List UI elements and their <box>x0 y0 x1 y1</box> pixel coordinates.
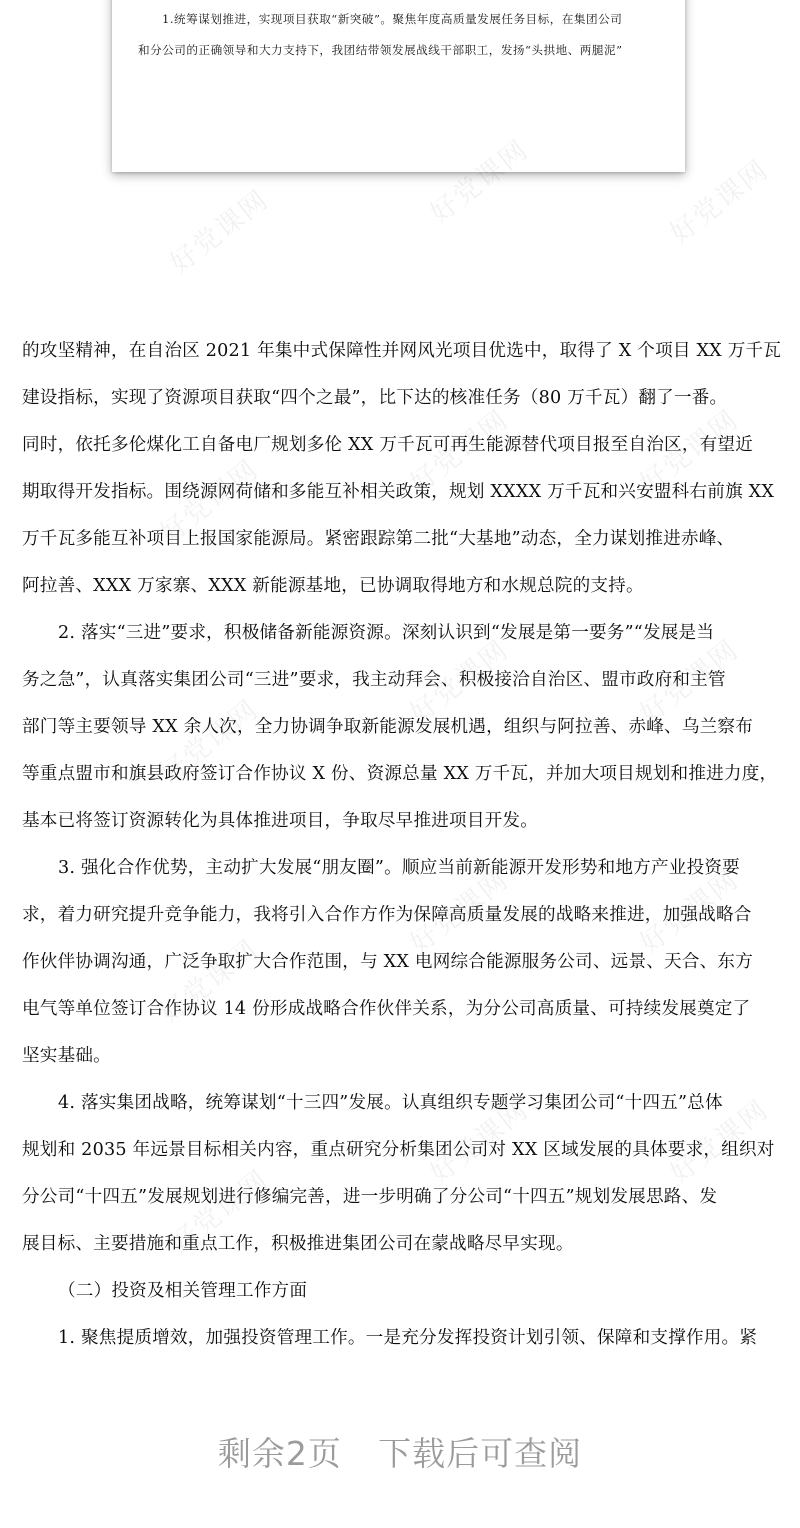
body-line: 阿拉善、XXX 万家寨、XXX 新能源基地，已协调取得地方和水规总院的支持。 <box>22 576 644 596</box>
body-line: 规划和 2035 年远景目标相关内容，重点研究分析集团公司对 XX 区域发展的具体要求，组织对 <box>22 1140 775 1160</box>
watermark-text: 好党课网 <box>154 454 265 550</box>
body-line: 同时，依托多伦煤化工自备电厂规划多伦 XX 万千瓦可再生能源替代项目报至自治区，有望近 <box>22 435 753 455</box>
body-line: 建设指标，实现了资源项目获取“四个之最”，比下达的核准任务（80 万千瓦）翻了一番。 <box>22 388 728 408</box>
body-line: 的攻坚精神，在自治区 2021 年集中式保障性并网风光项目优选中，取得了 X 个项目 XX 万千瓦 <box>22 341 782 361</box>
document-body-text <box>0 328 800 1362</box>
body-line: 1. 聚焦提质增效，加强投资管理工作。一是充分发挥投资计划引领、保障和支撑作用。紧 <box>58 1328 758 1348</box>
preview-card-line: 1.统筹谋划推进，实现项目获取“新突破”。聚焦年度高质量发展任务目标，在集团公司 <box>162 12 623 26</box>
watermark-text: 好党课网 <box>634 404 745 500</box>
watermark-text: 好党课网 <box>424 1094 535 1190</box>
watermark-text: 好党课网 <box>664 1094 775 1190</box>
body-line: 分公司“十四五”发展规划进行修编完善，进一步明确了分公司“十四五”规划发展思路、发 <box>22 1187 718 1207</box>
body-line: 务之急”，认真落实集团公司“三进”要求，我主动拜会、积极接洽自治区、盟市政府和主管 <box>22 670 726 690</box>
watermark-text: 好党课网 <box>404 404 515 500</box>
watermark-text: 好党课网 <box>634 864 745 960</box>
body-line: （二）投资及相关管理工作方面 <box>58 1281 308 1301</box>
body-line: 基本已将签订资源转化为具体推进项目，争取尽早推进项目开发。 <box>22 811 539 831</box>
body-line: 期取得开发指标。围绕源网荷储和多能互补相关政策，规划 XXXX 万千瓦和兴安盟科右前旗 XX <box>22 482 775 502</box>
body-line: 展目标、主要措施和重点工作，积极推进集团公司在蒙战略尽早实现。 <box>22 1234 574 1254</box>
body-line: 4. 落实集团战略，统筹谋划“十三四”发展。认真组织专题学习集团公司“十四五”总体 <box>58 1093 723 1113</box>
watermark-text: 好党课网 <box>164 184 275 280</box>
body-line: 万千瓦多能互补项目上报国家能源局。紧密跟踪第二批“大基地”动态，全力谋划推进赤峰、 <box>22 529 735 549</box>
body-line: 3. 强化合作优势，主动扩大发展“朋友圈”。顺应当前新能源开发形势和地方产业投资要 <box>58 858 740 878</box>
previous-page-preview-card <box>112 0 685 172</box>
body-line: 坚实基础。 <box>22 1046 111 1066</box>
watermark-text: 好党课网 <box>634 634 745 730</box>
remaining-pages-label: 剩余2页 <box>217 1434 342 1473</box>
body-line: 2. 落实“三进”要求，积极储备新能源资源。深刻认识到“发展是第一要务”“发展是当 <box>58 623 715 643</box>
watermark-text: 好党课网 <box>404 864 515 960</box>
watermark-text: 好党课网 <box>664 154 775 250</box>
body-line: 等重点盟市和旗县政府签订合作协议 X 份、资源总量 XX 万千瓦，并加大项目规划和推进力度， <box>22 764 778 784</box>
preview-card-line: 和分公司的正确领导和大力支持下，我团结带领发展战线干部职工，发扬“头拱地、两腿泥” <box>138 43 623 57</box>
remaining-pages-notice <box>0 1428 800 1475</box>
watermark-text: 好党课网 <box>404 634 515 730</box>
download-hint-label: 下载后可查阅 <box>378 1434 583 1473</box>
watermark-text: 好党课网 <box>164 1164 275 1260</box>
watermark-text: 好党课网 <box>154 694 265 790</box>
body-line: 部门等主要领导 XX 余人次，全力协调争取新能源发展机遇，组织与阿拉善、赤峰、乌兰察布 <box>22 717 753 737</box>
body-line: 电气等单位签订合作协议 14 份形成战略合作伙伴关系，为分公司高质量、可持续发展奠定了 <box>22 999 751 1019</box>
body-line: 作伙伴协调沟通，广泛争取扩大合作范围，与 XX 电网综合能源服务公司、远景、天合、东方 <box>22 952 753 972</box>
watermark-text: 好党课网 <box>424 134 535 230</box>
body-line: 求，着力研究提升竞争能力，我将引入合作方作为保障高质量发展的战略来推进，加强战略合 <box>22 905 752 925</box>
watermark-text: 好党课网 <box>154 934 265 1030</box>
